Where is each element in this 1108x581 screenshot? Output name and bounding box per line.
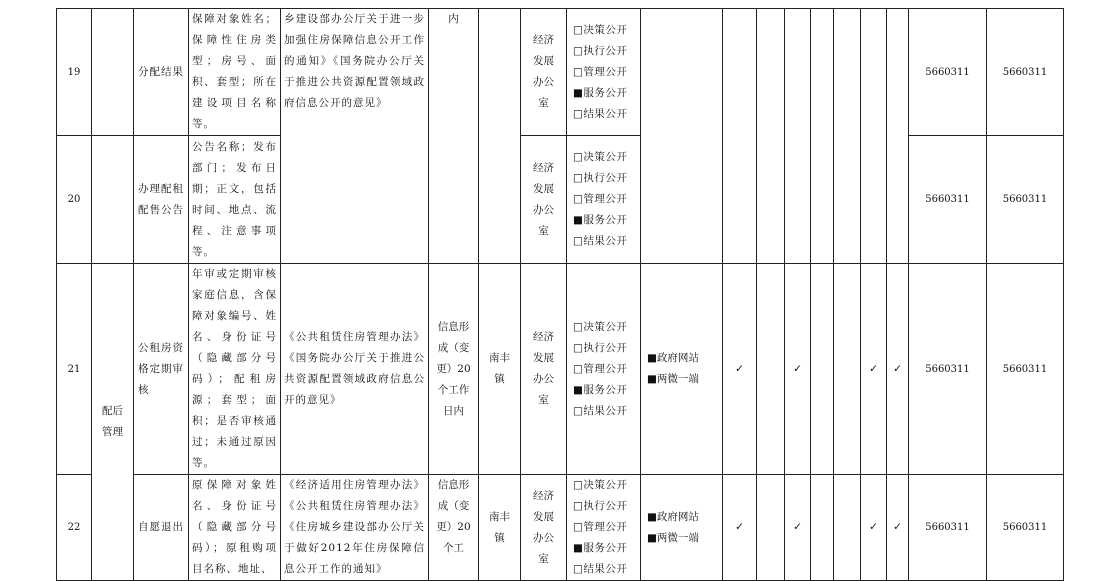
dept-cell: 经济发展办公室 [521,9,567,136]
dept-cell: 经济发展办公室 [521,264,567,475]
content-cell: 年审或定期审核家庭信息，含保障对象编号、姓名、身份证号（隐藏部分号码）；配租房源；套型；面积；是否审核通过；未通过原因等。 [189,264,281,475]
content-cell: 公告名称；发布部门；发布日期；正文，包括时间、地点、流程、注意事项等。 [189,136,281,264]
check-cell [811,475,834,581]
check-cell [785,9,811,264]
check-cell: ✓ [861,264,887,475]
content-cell: 原保障对象姓名、身份证号（隐藏部分号码）；原租购项目名称、地址、 [189,475,281,581]
basis-cell: 《公共租赁住房管理办法》《国务院办公厅关于推进公共资源配置领域政府信息公开的意见》 [281,264,429,475]
phone-cell: 5660311 [987,264,1064,475]
check-cell [723,9,757,264]
check-cell [887,9,909,264]
content-cell: 保障对象姓名；保障性住房类型；房号、面积、套型；所在建设项目名称等。 [189,9,281,136]
check-cell [834,264,861,475]
check-cell [811,9,834,264]
row-number: 22 [57,475,92,581]
row-number: 20 [57,136,92,264]
check-cell: ✓ [723,264,757,475]
phone-cell: 5660311 [909,9,987,136]
phone-cell: 5660311 [987,475,1064,581]
disclosure-table [56,8,1064,581]
check-cell: ✓ [723,475,757,581]
table-row [57,475,1064,581]
scope-cell: □决策公开 □执行公开 □管理公开 ■服务公开 □结果公开 [567,475,641,581]
table-row [57,136,1064,264]
check-cell [757,9,785,264]
check-cell [834,475,861,581]
channel-cell: ■政府网站 ■两微一端 [641,475,723,581]
check-cell [861,9,887,264]
basis-cell: 乡建设部办公厅关于进一步加强住房保障信息公开工作的通知》《国务院办公厅关于推进公共资源配置领域政府信息公开的意见》 [281,9,429,264]
phone-cell: 5660311 [909,475,987,581]
phone-cell: 5660311 [987,136,1064,264]
item-name: 自愿退出 [134,475,189,581]
subject-cell: 南丰镇 [479,475,521,581]
item-name: 分配结果 [134,9,189,136]
basis-cell: 《经济适用住房管理办法》《公共租赁住房管理办法》《住房城乡建设部办公厅关于做好2012年住房保障信息公开工作的通知》 [281,475,429,581]
check-cell [834,9,861,264]
group-cell [92,136,134,264]
time-cell: 信息形成（变更）20个工 [429,475,479,581]
phone-cell: 5660311 [909,264,987,475]
scope-cell: □决策公开 □执行公开 □管理公开 ■服务公开 □结果公开 [567,9,641,136]
check-cell [757,475,785,581]
table-row [57,264,1064,475]
time-cell: 内 [429,9,479,264]
table-row [57,9,1064,136]
row-number: 21 [57,264,92,475]
check-cell [757,264,785,475]
check-cell: ✓ [785,264,811,475]
check-cell: ✓ [887,475,909,581]
item-name: 公租房资格定期审核 [134,264,189,475]
check-cell: ✓ [785,475,811,581]
check-cell [811,264,834,475]
phone-cell: 5660311 [909,136,987,264]
group-cell [92,9,134,136]
scope-cell: □决策公开 □执行公开 □管理公开 ■服务公开 □结果公开 [567,136,641,264]
channel-cell [641,9,723,264]
row-number: 19 [57,9,92,136]
check-cell: ✓ [887,264,909,475]
group-label: 配后管理 [92,264,134,581]
dept-cell: 经济发展办公室 [521,475,567,581]
subject-cell [479,9,521,264]
scope-cell: □决策公开 □执行公开 □管理公开 ■服务公开 □结果公开 [567,264,641,475]
time-cell: 信息形成（变更）20个工作日内 [429,264,479,475]
phone-cell: 5660311 [987,9,1064,136]
check-cell: ✓ [861,475,887,581]
channel-cell: ■政府网站 ■两微一端 [641,264,723,475]
item-name: 办理配租配售公告 [134,136,189,264]
subject-cell: 南丰镇 [479,264,521,475]
dept-cell: 经济发展办公室 [521,136,567,264]
